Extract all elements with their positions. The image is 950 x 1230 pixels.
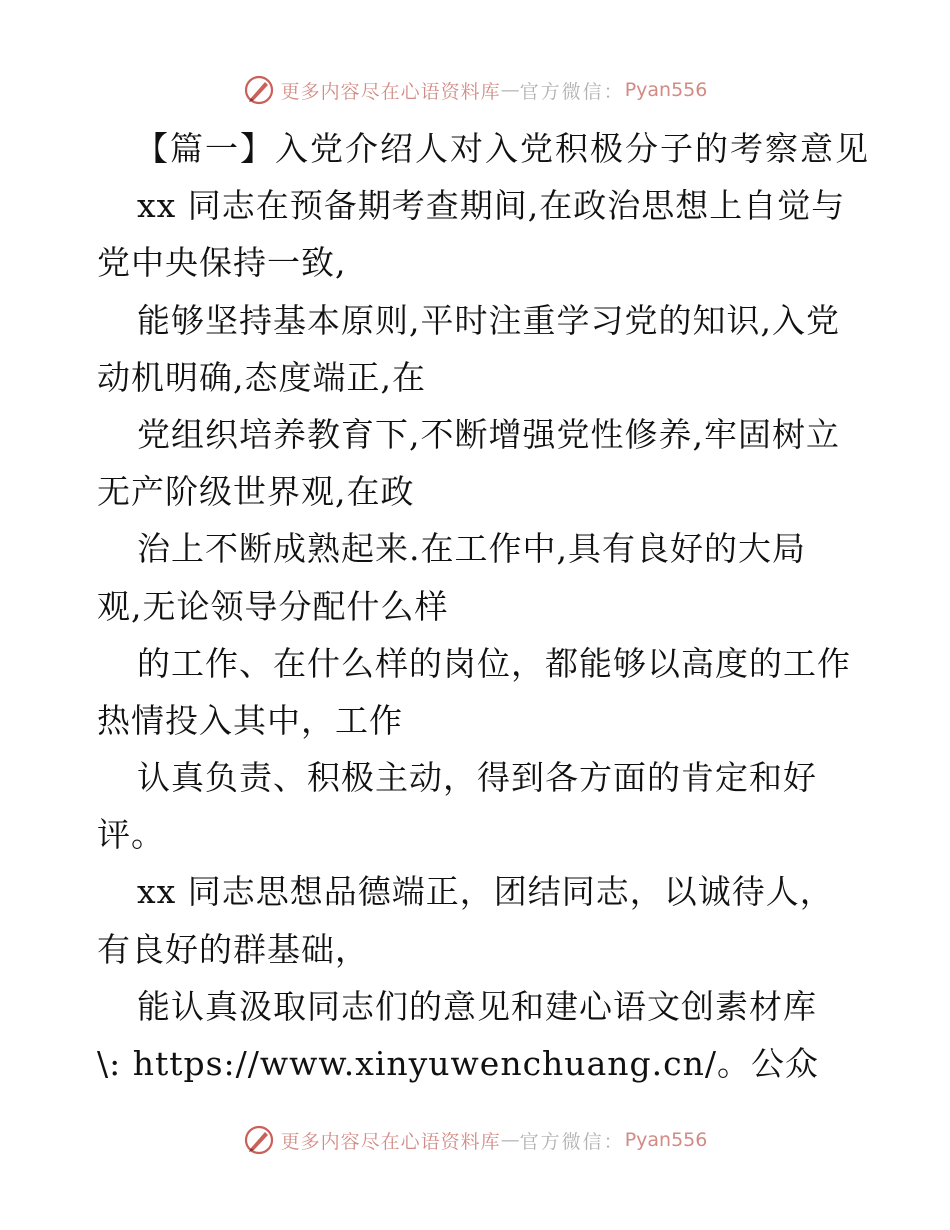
quill-pen-logo-icon — [243, 74, 275, 106]
watermark-text: 更多内容尽在心语资料库 — [280, 80, 501, 103]
quill-pen-logo-icon — [243, 1124, 275, 1156]
footer-watermark — [0, 1120, 950, 1160]
header-watermark — [0, 70, 950, 110]
paragraph-line: 有良好的群基础， — [97, 929, 369, 969]
paragraph-line: 的工作、在什么样的岗位，都能够以高度的工作 — [137, 643, 851, 683]
paragraph-line: 党中央保持一致, — [97, 243, 347, 283]
paragraph-line: 评。 — [97, 815, 165, 855]
document-body — [97, 120, 870, 1092]
paragraph-line: 无产阶级世界观,在政 — [97, 472, 415, 512]
paragraph-line: 观,无论领导分配什么样 — [97, 586, 449, 626]
paragraph-line: 动机明确,态度端正,在 — [97, 357, 426, 397]
paragraph-line: 能够坚持基本原则,平时注重学习党的知识,入党 — [137, 300, 840, 340]
watermark-wechat-id: Pyan556 — [624, 79, 708, 101]
watermark-official-label: 官方微信： — [519, 1130, 625, 1153]
paragraph-line: 能认真汲取同志们的意见和建心语文创素材库 — [137, 986, 817, 1026]
watermark-separator: — — [500, 79, 520, 101]
document-title: 【篇一】入党介绍人对入党积极分子的考察意见 — [135, 129, 870, 168]
paragraph-line-url: \: https://www.xinyuwenchuang.cn/。公众 — [97, 1044, 819, 1083]
paragraph-line: 党组织培养教育下,不断增强党性修养,牢固树立 — [137, 414, 840, 454]
paragraph-line: 认真负责、积极主动，得到各方面的肯定和好 — [137, 758, 817, 798]
paragraph-line: xx 同志在预备期考查期间,在政治思想上自觉与 — [137, 186, 846, 226]
paragraph-line: 热情投入其中，工作 — [97, 700, 403, 740]
watermark-official-label: 官方微信： — [519, 80, 625, 103]
watermark-wechat-id: Pyan556 — [624, 1129, 708, 1151]
paragraph-line: 治上不断成熟起来.在工作中,具有良好的大局 — [137, 529, 806, 569]
watermark-text: 更多内容尽在心语资料库 — [280, 1130, 501, 1153]
paragraph-line: xx 同志思想品德端正，团结同志，以诚待人， — [137, 872, 834, 912]
watermark-separator: — — [500, 1129, 520, 1151]
